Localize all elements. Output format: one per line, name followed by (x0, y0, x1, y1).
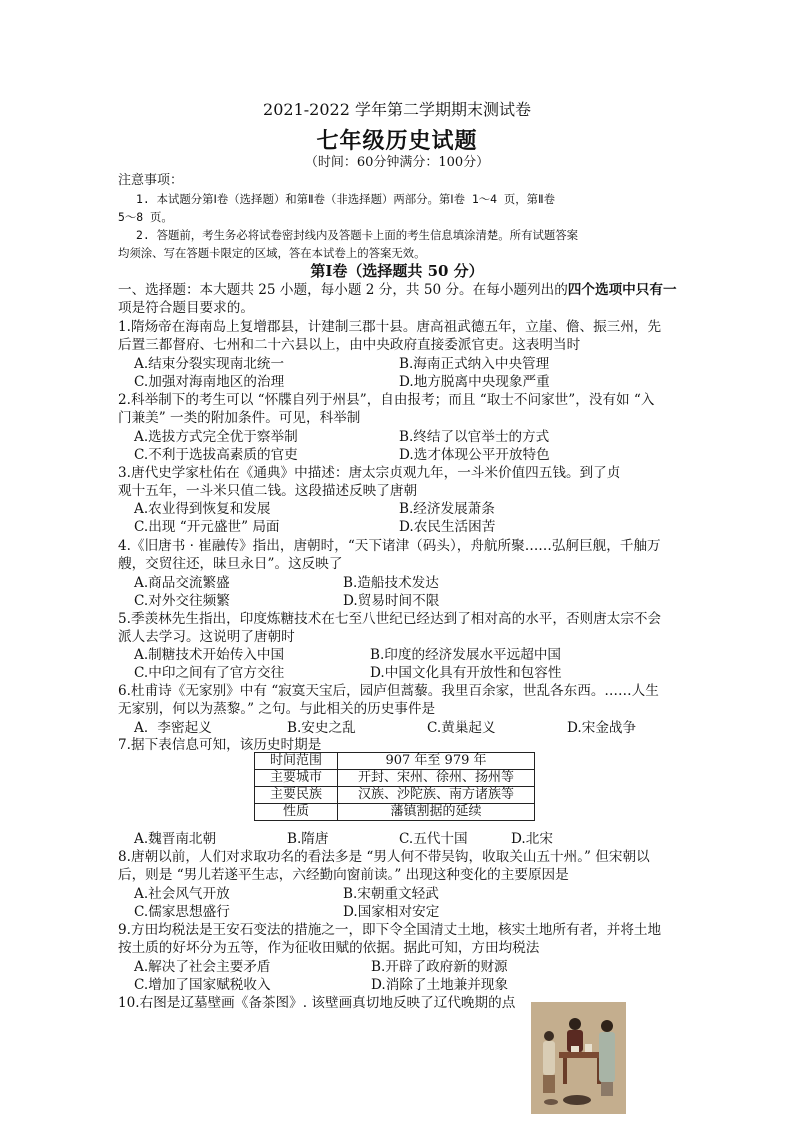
q6-option-d: D.宋金战争 (567, 720, 637, 736)
note-1-line-1: 1. 本试题分第Ⅰ卷（选择题）和第Ⅱ卷（非选择题）两部分。第Ⅰ卷 1～4 页，第Ⅱ卷 (136, 192, 556, 206)
section-intro-text: 一、选择题：本大题共 25 小题，每小题 2 分，共 50 分。在每小题列出的 (118, 282, 568, 298)
q4-stem-line-1: 4.《旧唐书 · 崔融传》指出，唐朝时，“天下诸津（码头），舟航所聚……弘舸巨舰，千舳万 (118, 538, 661, 554)
q9-stem-line-1: 9.方田均税法是王安石变法的措施之一，即下令全国清丈土地，核实土地所有者，并将土地 (118, 922, 662, 938)
q6-option-c: C.黄巢起义 (427, 720, 496, 736)
liao-tomb-mural-image (531, 1002, 626, 1114)
section-intro-emphasis: 四个选项中只有一 (567, 282, 677, 298)
q6-stem-line-2: 无家别，何以为蒸黎。” 之句。与此相关的历史事件是 (118, 701, 436, 717)
section-intro-line-1 (118, 281, 677, 299)
q6-option-a: A．李密起义 (134, 720, 212, 736)
q6-stem-line-1: 6.杜甫诗《无家别》中有 “寂寞天宝后，园庐但蒿藜。我里百余家，世乱各东西。……人生 (118, 683, 659, 699)
q2-stem-line-2: 门兼美” 一类的附加条件。可见，科举制 (118, 410, 361, 426)
q3-option-a: A.农业得到恢复和发展 (134, 501, 271, 517)
q9-option-d: D.消除了土地兼并现象 (371, 977, 509, 993)
table-value: 开封、宋州、徐州、扬州等 (338, 770, 535, 787)
note-2-line-2: 均须涂、写在答题卡限定的区域，答在本试卷上的答案无效。 (118, 246, 426, 260)
q2-option-a: A.选拔方式完全优于察举制 (134, 429, 298, 445)
q7-option-a: A.魏晋南北朝 (134, 831, 217, 847)
section-title: 第Ⅰ卷（选择题共 50 分） (310, 262, 484, 280)
q7-info-table (254, 752, 535, 821)
table-value: 藩镇割据的延续 (338, 804, 535, 821)
q3-option-c: C.出现 “开元盛世” 局面 (134, 519, 280, 535)
table-row (255, 787, 535, 804)
table-key: 主要民族 (255, 787, 338, 804)
q5-stem-line-2: 派人去学习。这说明了唐朝时 (118, 629, 295, 645)
q2-option-c: C.不利于选拔高素质的官吏 (134, 447, 298, 463)
q1-stem-line-2: 后置三都督府、七州和二十六县以上，由中央政府直接委派官吏。这表明当时 (118, 337, 581, 353)
q2-option-b: B.终结了以官举士的方式 (399, 429, 550, 445)
table-key: 性质 (255, 804, 338, 821)
q5-option-d: D.中国文化具有开放性和包容性 (370, 665, 562, 681)
q4-stem-line-2: 艘，交贸往还，昧旦永日”。这反映了 (118, 556, 343, 572)
q7-option-b: B.隋唐 (287, 831, 329, 847)
q8-stem-line-1: 8.唐朝以前，人们对求取功名的看法多是 “男人何不带吴钩，收取关山五十州。” 但宋朝以 (118, 849, 650, 865)
q5-option-c: C.中印之间有了官方交往 (134, 665, 285, 681)
table-row (255, 770, 535, 787)
q1-stem-line-1: 1.隋炀帝在海南岛上复增郡县，计建制三郡十县。唐高祖武德五年，立崖、儋、振三州，先 (118, 319, 662, 335)
q1-option-c: C.加强对海南地区的治理 (134, 374, 285, 390)
q4-option-b: B.造船技术发达 (343, 575, 439, 591)
table-value: 汉族、沙陀族、南方诸族等 (338, 787, 535, 804)
q4-option-d: D.贸易时间不限 (343, 593, 440, 609)
q9-stem-line-2: 按土质的好坏分为五等，作为征收田赋的依据。据此可知，方田均税法 (118, 940, 540, 956)
q7-stem-line-1: 7.据下表信息可知，该历史时期是 (118, 737, 322, 753)
q3-option-b: B.经济发展萧条 (399, 501, 495, 517)
note-2-line-1: 2. 答题前，考生务必将试卷密封线内及答题卡上面的考生信息填涂清楚。所有试题答案 (136, 228, 579, 242)
q1-option-d: D.地方脱离中央现象严重 (399, 374, 550, 390)
q10-stem-line-1: 10.右图是辽墓壁画《备茶图》. 该壁画真切地反映了辽代晚期的点 (118, 995, 516, 1011)
table-key: 主要城市 (255, 770, 338, 787)
q5-stem-line-1: 5.季羡林先生指出，印度炼糖技术在七至八世纪已经达到了相对高的水平，否则唐太宗不会 (118, 611, 662, 627)
q3-stem-line-1: 3.唐代史学家杜佑在《通典》中描述：唐太宗贞观九年，一斗米价值四五钱。到了贞 (118, 465, 621, 481)
notes-heading: 注意事项： (118, 173, 184, 188)
table-key: 时间范围 (255, 753, 338, 770)
exam-title: 七年级历史试题 (316, 128, 478, 154)
exam-time-line: （时间：60分钟满分：100分） (304, 155, 490, 170)
q7-option-d: D.北宋 (511, 831, 553, 847)
q9-option-a: A.解决了社会主要矛盾 (134, 959, 271, 975)
q4-option-a: A.商品交流繁盛 (134, 575, 230, 591)
q8-stem-line-2: 后，则是 “男儿若遂平生志，六经勤向窗前读。” 出现这种变化的主要原因是 (118, 867, 569, 883)
q1-option-a: A.结束分裂实现南北统一 (134, 356, 285, 372)
q8-option-a: A.社会风气开放 (134, 886, 230, 902)
q4-option-c: C.对外交往频繁 (134, 593, 230, 609)
q2-stem-line-1: 2.科举制下的考生可以 “怀牒自列于州县”，自由报考；而且 “取士不问家世”，没有如 “入 (118, 392, 655, 408)
mural-figures (531, 1002, 626, 1114)
q6-option-b: B.安史之乱 (287, 720, 356, 736)
q9-option-b: B.开辟了政府新的财源 (371, 959, 508, 975)
q2-option-d: D.选才体现公平开放特色 (399, 447, 550, 463)
table-row (255, 804, 535, 821)
note-1-line-2: 5～8 页。 (118, 210, 173, 224)
q8-option-c: C.儒家思想盛行 (134, 904, 230, 920)
q1-option-b: B.海南正式纳入中央管理 (399, 356, 550, 372)
q5-option-b: B.印度的经济发展水平远超中国 (370, 647, 562, 663)
q9-option-c: C.增加了国家赋税收入 (134, 977, 271, 993)
q3-option-d: D.农民生活困苦 (399, 519, 496, 535)
q7-option-c: C.五代十国 (399, 831, 468, 847)
section-intro-line-2: 项是符合题目要求的。 (118, 300, 254, 316)
exam-year-line: 2021-2022 学年第二学期期末测试卷 (263, 100, 531, 119)
q8-option-d: D.国家相对安定 (343, 904, 440, 920)
q3-stem-line-2: 观十五年，一斗米只值二钱。这段描述反映了唐朝 (118, 483, 418, 499)
q5-option-a: A.制糖技术开始传入中国 (134, 647, 285, 663)
table-row (255, 753, 535, 770)
q8-option-b: B.宋朝重文轻武 (343, 886, 439, 902)
table-value: 907 年至 979 年 (338, 753, 535, 770)
